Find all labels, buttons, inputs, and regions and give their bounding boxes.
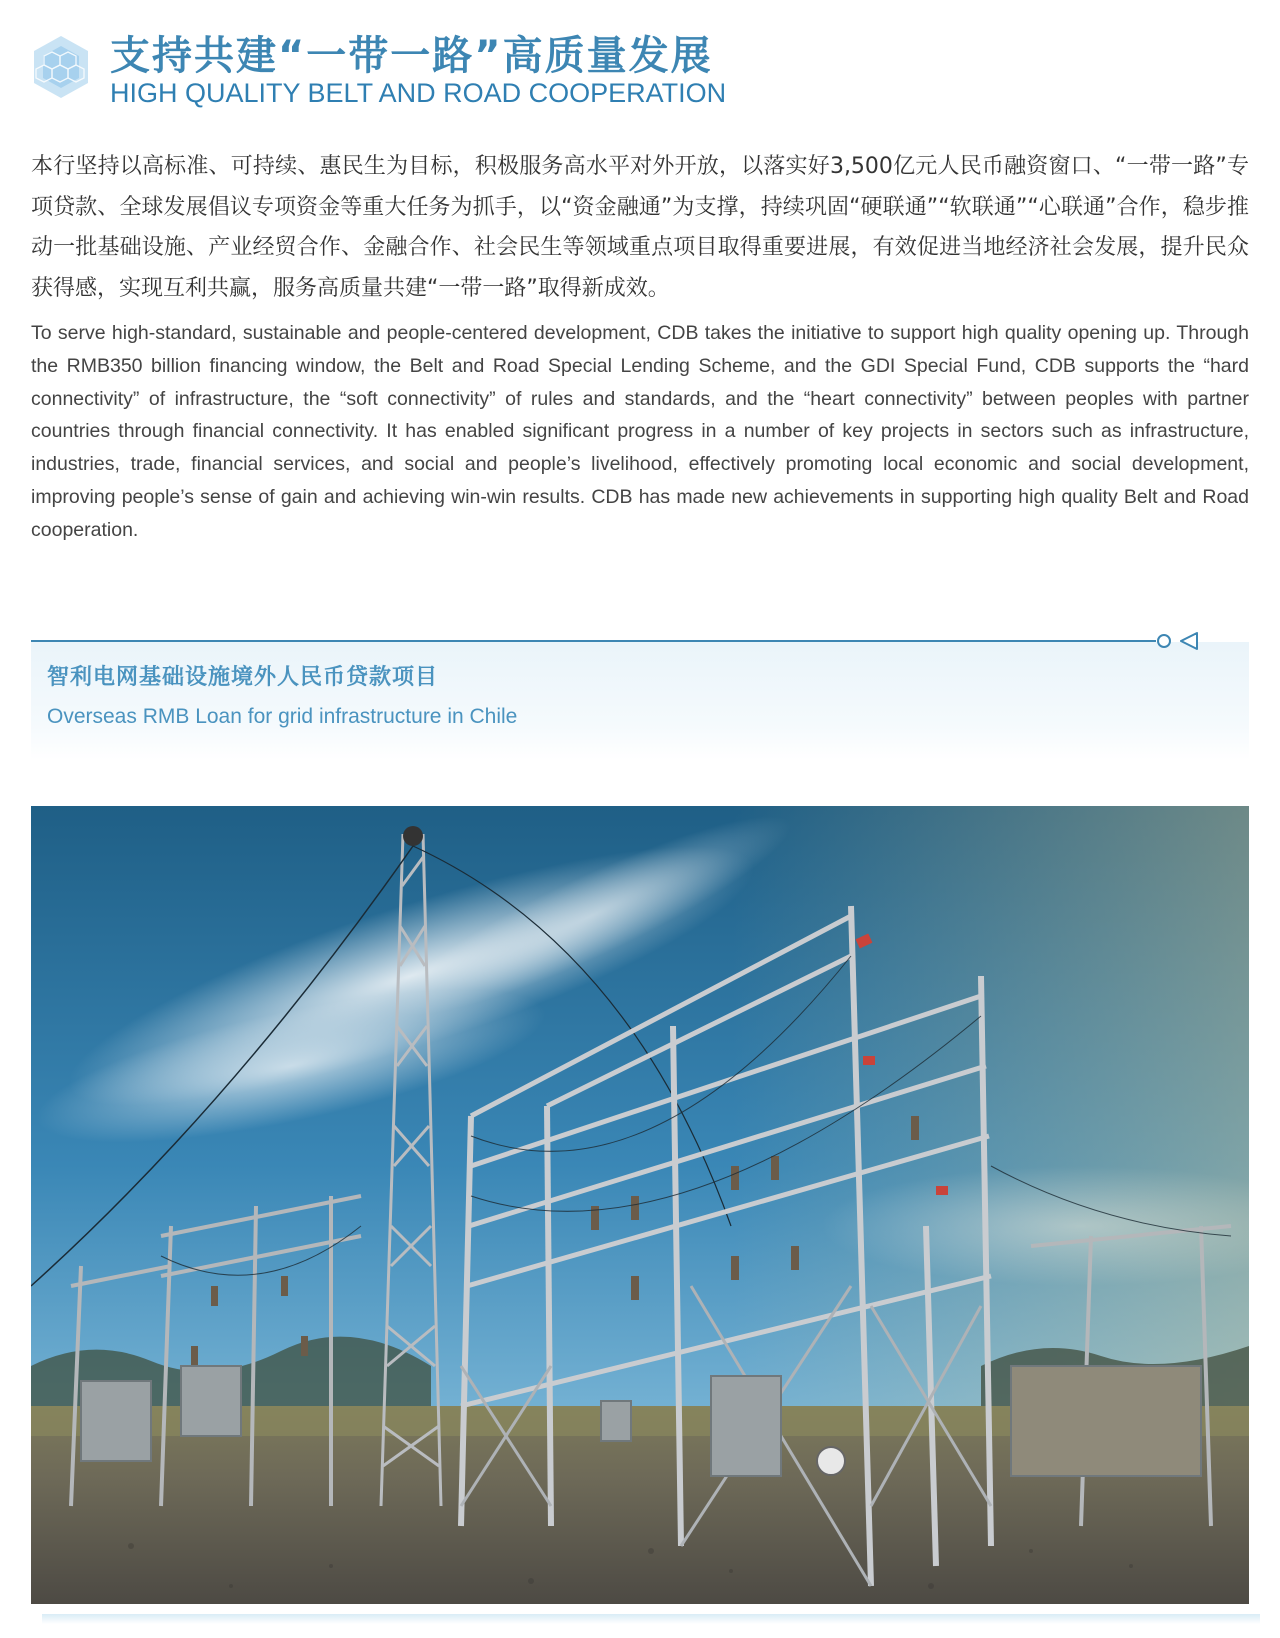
section-title-en: Overseas RMB Loan for grid infrastructure in Chile <box>47 705 518 728</box>
intro-paragraph-en: To serve high-standard, sustainable and people-centered development, CDB takes the initiative to support high quality opening up. Through the RMB350 billion financing window, the Belt and Road Special Lending Scheme, and the GDI Special Fund, CDB supports the “hard connectivity” of infrastructure, the “soft connectivity” of rules and standards, and the “heart connectivity” between peoples with partner countries through financial connectivity. It has enabled significant progress in a number of key projects in sectors such as infrastructure, industries, trade, financial services, and social and people’s livelihood, effectively promoting local economic and social development, improving people’s sense of gain and achieving win-win results. CDB has made new achievements in supporting high quality Belt and Road cooperation. <box>31 322 1249 541</box>
page-title: 支持共建“一带一路”高质量发展 <box>110 33 713 79</box>
photo-shadow <box>42 1614 1260 1624</box>
circle-icon <box>1158 635 1170 647</box>
page-subtitle: HIGH QUALITY BELT AND ROAD COOPERATION <box>110 78 727 108</box>
substation-photo <box>31 806 1249 1604</box>
triangle-left-icon <box>1181 633 1197 649</box>
section-title-cn: 智利电网基础设施境外人民币贷款项目 <box>47 665 439 690</box>
hexagon-logo-icon <box>30 34 92 100</box>
section-divider <box>31 630 1251 652</box>
intro-paragraph-cn: 本行坚持以高标准、可持续、惠民生为目标，积极服务高水平对外开放，以落实好3,500亿元人民币融资窗口、“一带一路”专项贷款、全球发展倡议专项资金等重大任务为抓手，以“资金融通”为支撑，持续巩固“硬联通”“软联通”“心联通”合作，稳步推动一批基础设施、产业经贸合作、金融合作、社会民生等领域重点项目取得重要进展，有效促进当地经济社会发展，提升民众获得感，实现互利共赢，服务高质量共建“一带一路”取得新成效。 <box>31 154 1249 301</box>
